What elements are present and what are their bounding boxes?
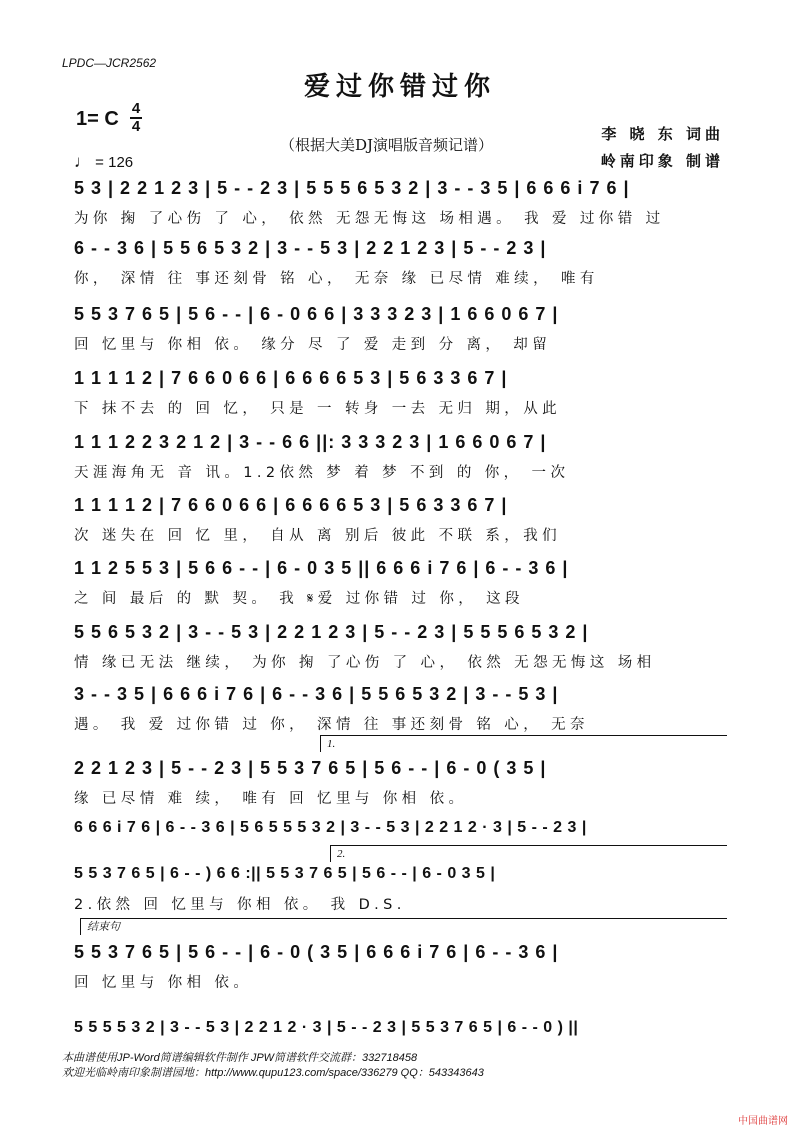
score-system-2 [74,236,724,290]
notation-line: 2 2 1 2 3 | 5 - - 2 3 | 5 5 3 7 6 5 | 5 6 - - | 6 - 0 ( 3 5 | [74,758,547,778]
score-system-14 [74,1016,724,1040]
score-system-4 [74,366,724,420]
lyrics-line: 遇。 我 爱 过你错 过 你， 深情 往 事还刻骨 铭 心， 无奈 [74,717,589,733]
footer-software-note: 本曲谱使用JP-Word简谱编辑软件制作 JPW简谱软件交流群：332718458 [62,1052,418,1064]
first-ending-bracket: 1. [320,735,727,752]
coda-bracket: 结束句 [80,918,727,935]
notation-line: 5 5 3 7 6 5 | 6 - - ) 6 6 :|| 5 5 3 7 6 5 | 5 6 - - | 6 - 0 3 5 | [74,865,496,882]
watermark: 中国曲谱网 [738,1116,788,1127]
subtitle: （根据大美DJ演唱版音频记谱） [280,136,494,154]
lyrics-line: 缘 已尽情 难 续， 唯有 回 忆里与 你相 依。 [74,791,468,807]
lyrics-line: 下 抹不去 的 回 忆， 只是 一 转身 一去 无归 期，从此 [74,401,561,417]
footer-website-note: 欢迎光临岭南印象制谱园地：http://www.qupu123.com/space/336279 QQ：543343643 [62,1067,484,1079]
second-ending-bracket: 2. [330,845,727,862]
lyrics-line: 回 忆里与 你相 依。 缘分 尽 了 爱 走到 分 离， 却留 [74,337,552,353]
notation-line: 1 1 1 2 2 3 2 1 2 | 3 - - 6 6 ||: 3 3 3 2 3 | 1 6 6 0 6 7 | [74,432,547,452]
notation-line: 5 5 6 5 3 2 | 3 - - 5 3 | 2 2 1 2 3 | 5 - - 2 3 | 5 5 5 6 5 3 2 | [74,622,589,642]
lyrics-line: 你， 深情 往 事还刻骨 铭 心， 无奈 缘 已尽情 难续， 唯有 [74,271,599,287]
quarter-note-icon: ♩ [74,152,91,171]
notation-line: 5 5 3 7 6 5 | 5 6 - - | 6 - 0 6 6 | 3 3 3 2 3 | 1 6 6 0 6 7 | [74,304,559,324]
song-title: 爱过你错过你 [303,72,496,102]
lyrics-line: 情 缘已无法 继续， 为你 掬 了心伤 了 心， 依然 无怨无悔这 场相 [74,655,656,671]
time-signature-top: 4 [131,100,141,117]
notation-line: 6 - - 3 6 | 5 5 6 5 3 2 | 3 - - 5 3 | 2 2 1 2 3 | 5 - - 2 3 | [74,238,547,258]
time-signature [130,101,142,135]
score-system-8 [74,620,724,674]
lyrics-line: 之 间 最后 的 默 契。 我 𝄋爱 过你错 过 你， 这段 [74,591,524,607]
key-signature: 1= C [76,108,119,130]
notation-line: 1 1 1 1 2 | 7 6 6 0 6 6 | 6 6 6 6 5 3 | 5 6 3 3 6 7 | [74,495,508,515]
notation-line: 3 - - 3 5 | 6 6 6 i 7 6 | 6 - - 3 6 | 5 5 6 5 3 2 | 3 - - 5 3 | [74,684,559,704]
tempo-marking [74,152,133,172]
score-system-5 [74,430,724,484]
notation-line: 1 1 2 5 5 3 | 5 6 6 - - | 6 - 0 3 5 || 6 6 6 i 7 6 | 6 - - 3 6 | [74,558,569,578]
score-system-7 [74,556,724,610]
score-system-10 [74,756,724,810]
notation-line: 5 5 5 5 3 2 | 3 - - 5 3 | 2 2 1 2 · 3 | 5 - - 2 3 | 5 5 3 7 6 5 | 6 - - 0 ) || [74,1019,579,1036]
notation-line: 6 6 6 i 7 6 | 6 - - 3 6 | 5 6 5 5 5 3 2 | 3 - - 5 3 | 2 2 1 2 · 3 | 5 - - 2 3 | [74,819,587,836]
tempo-value: = 126 [95,154,134,171]
lyrics-line: 回 忆里与 你相 依。 [74,975,253,991]
time-signature-bottom: 4 [131,118,141,135]
score-system-9 [74,682,724,736]
transcriber-credit: 岭南印象 制谱 [600,152,724,170]
score-code: LPDC—JCR2562 [62,56,157,70]
lyrics-line: 2.依然 回 忆里与 你相 依。 我 D.S. [74,897,406,913]
score-system-11 [74,816,724,840]
lyricist-credit: 李 晓 东 词曲 [601,125,724,143]
notation-line: 5 5 3 7 6 5 | 5 6 - - | 6 - 0 ( 3 5 | 6 6 6 i 7 6 | 6 - - 3 6 | [74,942,559,962]
lyrics-line: 次 迷失在 回 忆 里， 自从 离 别后 彼此 不联 系，我们 [74,528,561,544]
score-system-1 [74,176,724,230]
score-system-6 [74,493,724,547]
lyrics-line: 天涯海角无 音 讯。1.2依然 梦 着 梦 不到 的 你， 一次 [74,465,570,481]
notation-line: 5 3 | 2 2 1 2 3 | 5 - - 2 3 | 5 5 5 6 5 3 2 | 3 - - 3 5 | 6 6 6 i 7 6 | [74,178,630,198]
score-system-13 [74,940,724,994]
lyrics-line: 为你 掬 了心伤 了 心， 依然 无怨无悔这 场相遇。 我 爱 过你错 过 [74,211,665,227]
notation-line: 1 1 1 1 2 | 7 6 6 0 6 6 | 6 6 6 6 5 3 | 5 6 3 3 6 7 | [74,368,508,388]
score-system-3 [74,302,724,356]
score-system-12 [74,862,724,916]
